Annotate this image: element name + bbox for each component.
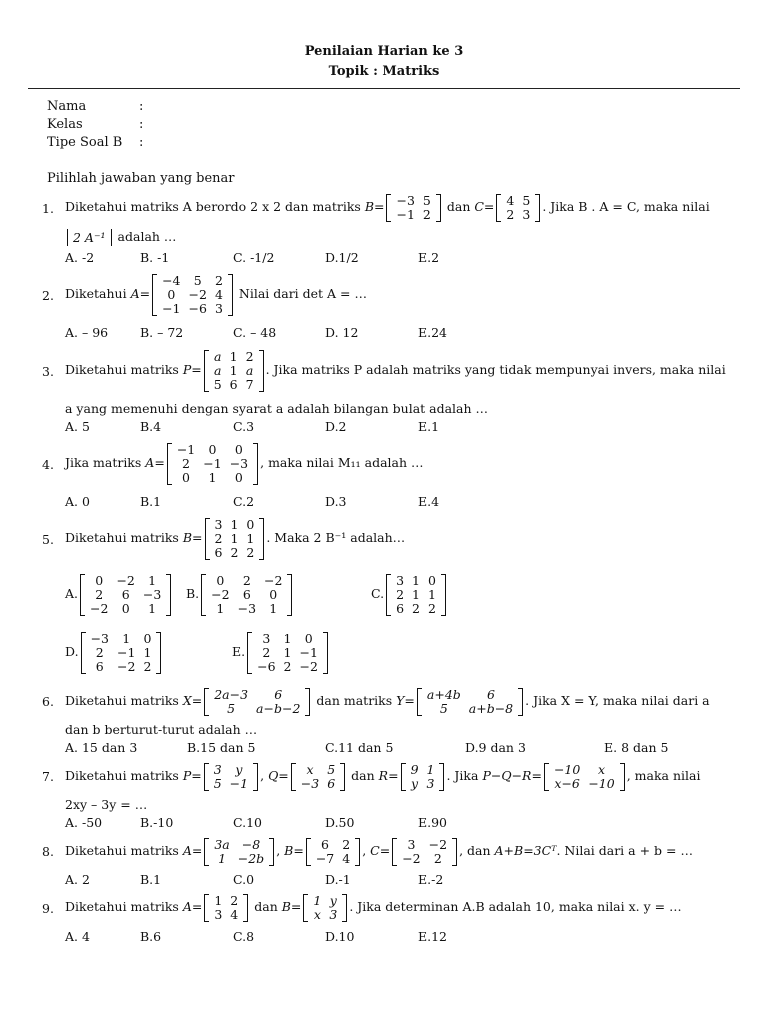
q5-matrix-option-e — [247, 632, 328, 674]
q1-option-b[interactable]: B. -1 — [140, 250, 170, 265]
matrix-cell: 0 — [95, 572, 104, 588]
q2-option-d[interactable]: D. 12 — [325, 325, 359, 340]
q5-matrix-option-a — [80, 574, 171, 616]
q1-C-name: C= — [474, 199, 495, 214]
q1-option-a[interactable]: A. -2 — [65, 250, 95, 265]
matrix-cell: 5 — [213, 775, 222, 791]
matrix-cell: 3 — [214, 516, 223, 532]
matrix-cell: 2 — [396, 586, 405, 602]
matrix-cell: 2 — [262, 644, 271, 660]
matrix-cell: 1 — [229, 348, 238, 364]
matrix-cell: 5 — [422, 192, 431, 208]
matrix-cell: 1 — [229, 362, 238, 378]
page-subtitle: Topik : Matriks — [328, 64, 440, 79]
q1-B-name: B= — [364, 199, 385, 214]
matrix-cell: 1 — [218, 850, 227, 866]
q8-matrix-A — [204, 838, 274, 866]
q1-line2 — [65, 229, 176, 246]
q7-text-c: 2xy – 3y = … — [65, 797, 148, 812]
q2-option-c[interactable]: C. – 48 — [233, 325, 277, 340]
matrix-cell: −4 — [162, 272, 181, 288]
q7-matrix-R — [401, 763, 445, 791]
matrix-cell: 1 — [313, 892, 322, 908]
q3-text-b: . Jika matriks P adalah matriks yang tidak mempunyai invers, maka nilai — [265, 362, 726, 377]
q5-option-e[interactable]: E. 3 1 0 2 1 −1 −6 2 −2 — [232, 626, 330, 678]
matrix-cell: 6 — [274, 686, 283, 702]
matrix-cell: 0 — [121, 600, 130, 616]
matrix-cell: −2 — [90, 600, 109, 616]
matrix-cell: −3 — [142, 586, 162, 602]
q1-text-b: . Jika B . A = C, maka nilai — [542, 199, 710, 214]
q5-line1 — [65, 512, 405, 564]
matrix-cell: 3a — [214, 836, 230, 852]
matrix-cell: 1 — [412, 572, 420, 588]
q3-text-c: a yang memenuhi dengan syarat a adalah bilangan bulat adalah … — [65, 401, 489, 416]
q5-matrix-option-b — [201, 574, 292, 616]
q9-A-name: A= — [182, 899, 203, 914]
matrix-cell: 2 — [230, 544, 239, 560]
matrix-cell: 0 — [216, 572, 225, 588]
matrix-cell: 1 — [283, 630, 292, 646]
q1-text-a: Diketahui matriks A berordo 2 x 2 dan matriks — [65, 199, 361, 214]
matrix-cell: 6 — [242, 586, 251, 602]
matrix-cell: −7 — [315, 850, 335, 866]
q4-text-a: Jika matriks — [65, 455, 142, 470]
q6-option-b[interactable]: B.15 dan 5 — [187, 740, 256, 755]
matrix-cell: 4 — [506, 192, 515, 208]
q7-option-a[interactable]: A. -50 — [65, 815, 103, 830]
q8-line1: Diketahui matriks A= 3a −8 1 −2b , B= 6 2 −7 4 , C= 3 −2 −2 2 , dan A+B=3Cᵀ. Nilai dari a + b = … — [65, 836, 693, 866]
q9-B-name: B= — [281, 899, 302, 914]
q8-text-b: . Nilai dari a + b = … — [556, 843, 693, 858]
q5-option-b[interactable]: B. 0 2 −2 −2 6 0 1 −3 1 — [186, 568, 294, 620]
matrix-cell: 5 — [193, 272, 202, 288]
matrix-cell: −2 — [264, 572, 283, 588]
q1-option-e[interactable]: E.2 — [418, 250, 440, 265]
matrix-cell: 0 — [143, 630, 152, 646]
matrix-cell: 6 — [486, 686, 495, 702]
q1-number: 1. — [42, 201, 54, 216]
matrix-cell: 0 — [234, 441, 243, 457]
q8-option-e[interactable]: E.-2 — [418, 872, 444, 887]
q7-P-name: P= — [182, 768, 202, 783]
matrix-cell: 0 — [182, 469, 190, 485]
q1-line1 — [65, 188, 710, 226]
q7-jika: . Jika — [446, 768, 479, 783]
q3-text-a: Diketahui matriks — [65, 362, 179, 377]
tipe-colon: : — [139, 135, 144, 150]
q7-option-b[interactable]: B.-10 — [140, 815, 174, 830]
matrix-cell: 1 — [216, 600, 225, 616]
matrix-cell: a — [213, 362, 222, 378]
q5-text-a: Diketahui matriks — [65, 530, 179, 545]
matrix-cell: −2 — [211, 586, 230, 602]
matrix-cell: 1 — [426, 761, 435, 777]
q7-dan: dan — [351, 768, 375, 783]
matrix-cell: 0 — [269, 586, 278, 602]
matrix-cell: 1 — [214, 892, 223, 908]
q4-line1 — [65, 437, 424, 489]
tipe-label: Tipe Soal B — [47, 135, 123, 150]
q5-matrix-option-c — [386, 574, 446, 616]
q4-option-c[interactable]: C.2 — [233, 494, 255, 509]
matrix-cell: 1 — [230, 530, 239, 546]
matrix-cell: −10 — [588, 775, 615, 791]
matrix-cell: −2 — [299, 658, 318, 674]
q7-text-a: Diketahui matriks — [65, 768, 179, 783]
q2-line1 — [65, 268, 367, 320]
q2-text-b: Nilai dari det A = … — [238, 286, 367, 301]
matrix-cell: 0 — [234, 469, 243, 485]
q6-option-c[interactable]: C.11 dan 5 — [325, 740, 394, 755]
matrix-cell: −3 — [229, 455, 249, 471]
matrix-cell: −6 — [257, 658, 276, 674]
q4-text-b: , maka nilai M₁₁ adalah … — [260, 455, 424, 470]
q6-text-b: . Jika X = Y, maka nilai dari a — [525, 693, 710, 708]
q7-matrix-Q — [291, 763, 345, 791]
matrix-cell: −1 — [176, 441, 196, 457]
q7-number: 7. — [42, 769, 54, 784]
q4-matrix-A — [167, 443, 258, 485]
kelas-label: Kelas — [47, 117, 83, 132]
q9-line1 — [65, 888, 682, 926]
q8-matrix-B — [306, 838, 360, 866]
matrix-cell: 2 — [95, 644, 104, 660]
q3-option-d[interactable]: D.2 — [325, 419, 347, 434]
q7-Q-name: Q= — [268, 768, 289, 783]
matrix-cell: x−6 — [554, 775, 580, 791]
matrix-cell: 2 — [214, 272, 223, 288]
q9-option-c[interactable]: C.8 — [233, 929, 255, 944]
matrix-cell: 5 — [227, 700, 236, 716]
q5-matrix-B — [205, 518, 265, 560]
q1-option-d[interactable]: D.1/2 — [325, 250, 359, 265]
matrix-cell: 2 — [342, 836, 351, 852]
matrix-cell: x — [313, 906, 321, 922]
header-divider — [28, 88, 740, 89]
q1-matrix-B — [386, 194, 440, 222]
matrix-cell: 4 — [230, 906, 239, 922]
matrix-cell: 2 — [428, 600, 436, 616]
matrix-cell: 0 — [428, 572, 436, 588]
matrix-cell: 0 — [304, 630, 313, 646]
matrix-cell: 3 — [214, 300, 223, 316]
matrix-cell: −1 — [299, 644, 318, 660]
matrix-cell: 7 — [245, 376, 254, 392]
q7-option-c[interactable]: C.10 — [233, 815, 262, 830]
q8-option-a[interactable]: A. 2 — [65, 872, 90, 887]
q8-option-c[interactable]: C.0 — [233, 872, 255, 887]
q1-option-c[interactable]: C. -1/2 — [233, 250, 275, 265]
matrix-cell: 2 — [245, 348, 254, 364]
q5-number: 5. — [42, 532, 54, 547]
matrix-cell: 2a−3 — [214, 686, 249, 702]
matrix-cell: −2 — [428, 836, 448, 852]
matrix-cell: 3 — [213, 761, 222, 777]
matrix-cell: 3 — [407, 836, 416, 852]
q7-matrix-result — [544, 763, 625, 791]
matrix-cell: x — [306, 761, 314, 777]
q3-matrix-P — [204, 350, 264, 392]
q7-option-e[interactable]: E.90 — [418, 815, 448, 830]
q9-option-b[interactable]: B.6 — [140, 929, 162, 944]
matrix-cell: 3 — [522, 206, 531, 222]
matrix-cell: −2 — [117, 658, 136, 674]
q2-option-a[interactable]: A. – 96 — [65, 325, 109, 340]
q6-text-a: Diketahui matriks — [65, 693, 179, 708]
q6-number: 6. — [42, 694, 54, 709]
matrix-cell: 1 — [269, 600, 278, 616]
q8-text-a: Diketahui matriks — [65, 843, 179, 858]
q2-option-e[interactable]: E.24 — [418, 325, 448, 340]
q9-text-a: Diketahui matriks — [65, 899, 179, 914]
q4-option-a[interactable]: A. 0 — [65, 494, 90, 509]
q7-matrix-P — [204, 763, 258, 791]
q3-option-b[interactable]: B.4 — [140, 419, 162, 434]
matrix-cell: 2 — [95, 586, 104, 602]
matrix-cell: 5 — [439, 700, 448, 716]
q7-line1: Diketahui matriks P= 3 y 5 −1 , Q= x 5 −3 6 dan R= 9 1 y 3 . Jika P−Q−R= −10 x x−6 −10 , maka nilai — [65, 761, 701, 791]
q3-P-name: P= — [182, 362, 202, 377]
matrix-cell: 1 — [122, 630, 131, 646]
matrix-cell: y — [411, 775, 419, 791]
matrix-cell: 2 — [412, 600, 420, 616]
q2-A-name: A= — [130, 286, 151, 301]
q8-dan: , dan — [459, 843, 491, 858]
q6-Y-name: Y= — [396, 693, 415, 708]
q4-option-b[interactable]: B.1 — [140, 494, 162, 509]
matrix-cell: 3 — [329, 906, 338, 922]
instruction: Pilihlah jawaban yang benar — [47, 171, 235, 186]
matrix-cell: 1 — [148, 572, 157, 588]
q5-B-name: B= — [182, 530, 203, 545]
q6-matrix-Y — [417, 688, 523, 716]
matrix-cell: 0 — [246, 516, 255, 532]
matrix-cell: 5 — [327, 761, 336, 777]
q6-matrix-X — [204, 688, 310, 716]
q9-matrix-A — [204, 894, 248, 922]
matrix-cell: −3 — [90, 630, 109, 646]
matrix-cell: 1 — [246, 530, 255, 546]
matrix-cell: 6 — [396, 600, 405, 616]
q2-number: 2. — [42, 288, 54, 303]
matrix-cell: 1 — [208, 469, 217, 485]
matrix-cell: a+b−8 — [468, 700, 514, 716]
q3-option-e[interactable]: E.1 — [418, 419, 440, 434]
matrix-cell: 3 — [214, 906, 223, 922]
matrix-cell: 0 — [208, 441, 217, 457]
q5-option-d[interactable]: D. −3 1 0 2 −1 1 6 −2 2 — [65, 626, 163, 678]
q1-text-c: adalah … — [117, 229, 177, 244]
matrix-cell: 2 — [182, 455, 190, 471]
matrix-cell: −1 — [203, 455, 222, 471]
q7-expr: P−Q−R= — [482, 768, 542, 783]
matrix-cell: 6 — [121, 586, 130, 602]
kelas-colon: : — [139, 117, 144, 132]
q3-number: 3. — [42, 364, 54, 379]
matrix-cell: 1 — [148, 600, 157, 616]
q8-matrix-C — [392, 838, 457, 866]
q6-line1 — [65, 682, 710, 720]
matrix-cell: a+4b — [426, 686, 461, 702]
matrix-cell: −3 — [237, 600, 257, 616]
matrix-cell: −1 — [117, 644, 136, 660]
q2-matrix-A — [152, 274, 233, 316]
matrix-cell: −3 — [396, 192, 415, 208]
matrix-cell: 2 — [230, 892, 239, 908]
matrix-cell: −1 — [162, 300, 181, 316]
matrix-cell: −2b — [237, 850, 265, 866]
matrix-cell: y — [329, 892, 337, 908]
q5-matrix-option-d — [81, 632, 162, 674]
matrix-cell: 2 — [246, 544, 255, 560]
matrix-cell: 2 — [506, 206, 515, 222]
q8-A-name: A= — [182, 843, 203, 858]
matrix-cell: 1 — [412, 586, 420, 602]
matrix-cell: 2 — [214, 530, 223, 546]
q4-option-d[interactable]: D.3 — [325, 494, 347, 509]
q4-number: 4. — [42, 457, 54, 472]
q6-option-e[interactable]: E. 8 dan 5 — [604, 740, 669, 755]
q5-text-b: . Maka 2 B⁻¹ adalah… — [266, 530, 406, 545]
q8-C-name: C= — [370, 843, 391, 858]
q6-text-c: dan b berturut-turut adalah … — [65, 722, 258, 737]
q1-matrix-C — [496, 194, 540, 222]
q6-X-name: X= — [182, 693, 203, 708]
matrix-cell: 6 — [327, 775, 336, 791]
q2-option-b[interactable]: B. – 72 — [140, 325, 184, 340]
matrix-cell: 1 — [230, 516, 239, 532]
nama-label: Nama — [47, 99, 87, 114]
q8-expr: A+B=3Cᵀ — [494, 843, 557, 858]
matrix-cell: a — [245, 362, 254, 378]
matrix-cell: 6 — [214, 544, 223, 560]
matrix-cell: a−b−2 — [256, 700, 301, 716]
q3-option-a[interactable]: A. 5 — [65, 419, 90, 434]
matrix-cell: 6 — [321, 836, 329, 852]
q9-option-a[interactable]: A. 4 — [65, 929, 90, 944]
q9-text-b: . Jika determinan A.B adalah 10, maka nilai x. y = … — [349, 899, 682, 914]
matrix-cell: 3 — [426, 775, 435, 791]
q8-number: 8. — [42, 844, 54, 859]
q5-option-c[interactable]: C. 3 1 0 2 1 1 6 2 2 — [371, 568, 448, 620]
matrix-cell: 0 — [167, 286, 176, 302]
q4-A-name: A= — [145, 455, 165, 470]
q9-number: 9. — [42, 901, 54, 916]
q8-B-name: B= — [284, 843, 304, 858]
matrix-cell: 2 — [143, 658, 152, 674]
matrix-cell: 5 — [213, 376, 222, 392]
matrix-cell: 3 — [396, 572, 405, 588]
matrix-cell: 2 — [242, 572, 251, 588]
matrix-cell: 1 — [143, 644, 152, 660]
matrix-cell: 6 — [229, 376, 238, 392]
q6-dan: dan matriks — [316, 693, 393, 708]
q7-option-d[interactable]: D.50 — [325, 815, 355, 830]
matrix-cell: −8 — [241, 836, 261, 852]
q7-text-b: , maka nilai — [626, 768, 701, 783]
nama-colon: : — [139, 99, 144, 114]
q9-option-e[interactable]: E.12 — [418, 929, 448, 944]
q1-determinant: 2 A⁻¹ — [67, 229, 112, 246]
q9-option-d[interactable]: D.10 — [325, 929, 355, 944]
matrix-cell: −3 — [300, 775, 320, 791]
matrix-cell: 5 — [522, 192, 531, 208]
q1-dan: dan — [446, 199, 471, 214]
q3-option-c[interactable]: C.3 — [233, 419, 255, 434]
matrix-cell: −6 — [188, 300, 207, 316]
matrix-cell: y — [235, 761, 243, 777]
matrix-cell: 2 — [433, 850, 442, 866]
q8-option-d[interactable]: D.-1 — [325, 872, 351, 887]
matrix-cell: −2 — [188, 286, 207, 302]
q4-option-e[interactable]: E.4 — [418, 494, 440, 509]
q6-option-d[interactable]: D.9 dan 3 — [465, 740, 526, 755]
matrix-cell: −10 — [553, 761, 581, 777]
q6-option-a[interactable]: A. 15 dan 3 — [65, 740, 138, 755]
matrix-cell: 2 — [283, 658, 292, 674]
q7-R-name: R= — [378, 768, 399, 783]
q9-dan: dan — [254, 899, 278, 914]
page-title: Penilaian Harian ke 3 — [304, 44, 464, 59]
matrix-cell: −2 — [402, 850, 421, 866]
q8-option-b[interactable]: B.1 — [140, 872, 162, 887]
matrix-cell: a — [213, 348, 222, 364]
matrix-cell: 2 — [422, 206, 431, 222]
matrix-cell: −2 — [116, 572, 135, 588]
q5-option-a[interactable]: A. 0 −2 1 2 6 −3 −2 0 1 — [65, 568, 173, 620]
q3-line1 — [65, 344, 726, 396]
matrix-cell: 1 — [283, 644, 292, 660]
q9-matrix-B — [303, 894, 347, 922]
q2-text-a: Diketahui — [65, 286, 127, 301]
matrix-cell: 1 — [428, 586, 436, 602]
matrix-cell: 9 — [410, 761, 419, 777]
matrix-cell: −1 — [396, 206, 415, 222]
matrix-cell: 3 — [262, 630, 271, 646]
matrix-cell: 6 — [95, 658, 104, 674]
matrix-cell: 4 — [342, 850, 351, 866]
matrix-cell: 4 — [214, 286, 223, 302]
matrix-cell: −1 — [229, 775, 249, 791]
matrix-cell: x — [597, 761, 606, 777]
